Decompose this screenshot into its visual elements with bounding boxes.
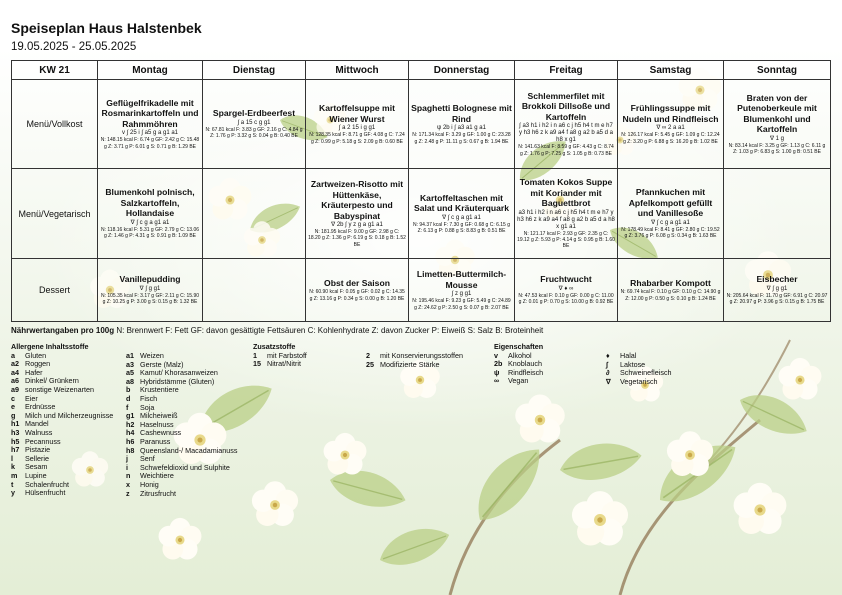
legend-code: a2 (11, 359, 19, 369)
legend-description: mit Farbstoff (267, 350, 307, 360)
legend-description: Honig (140, 479, 159, 489)
legend-description: Sesam (25, 462, 48, 472)
legend-description: Haselnuss (140, 419, 174, 429)
menu-row (12, 80, 831, 169)
menu-cell (98, 259, 203, 322)
day-header: Mittwoch (306, 61, 409, 80)
legend-description: Gluten (25, 350, 47, 360)
legend-code: g1 (126, 411, 135, 421)
legend-description: Paranuss (140, 436, 171, 446)
legend-code: i (126, 462, 128, 472)
legend-description: Queensland-/ Macadamianuss (140, 445, 238, 455)
legend-code: e (11, 402, 15, 412)
dish-name: Eisbecher (756, 274, 798, 285)
allergen-codes: ∇ ∫ c g a g1 a1 (130, 219, 170, 226)
legend-entry (606, 378, 726, 387)
legend-description: Pecannuss (25, 436, 61, 446)
menu-cell (306, 80, 409, 169)
properties-column-2 (606, 352, 726, 386)
nutrition-legend-label: Nährwertangaben pro 100g (11, 326, 115, 335)
nutrition-values: N: 118.16 kcal F: 5.31 g GF: 2.79 g C: 13.06 g Z: 1.46 g P: 4.31 g S: 0.91 g B: 1.09 BE (100, 226, 200, 240)
dish-name: Spaghetti Bolognese mit Rind (411, 103, 512, 124)
legend-code: h1 (11, 419, 20, 429)
day-header: Dienstag (203, 61, 306, 80)
legend-description: Nitrat/Nitrit (267, 359, 301, 369)
legend-code: a (11, 350, 15, 360)
legend-description: Gerste (Malz) (140, 359, 184, 369)
menu-cell (618, 169, 724, 259)
allergen-codes: ∫ z g g1 (451, 291, 472, 298)
dish-name: Geflügelfrikadelle mit Rosmarinkartoffeln und Rahmmöhren (101, 97, 199, 129)
legend-description: sonstige Weizenarten (25, 384, 94, 394)
legend-code: a9 (11, 384, 19, 394)
page-title: Speiseplan Haus Halstenbek (11, 20, 202, 36)
allergen-codes: ∫ a 15 c g g1 (237, 119, 271, 126)
legend-description: Weichtiere (140, 471, 174, 481)
legend-description: Schweinefleisch (620, 368, 672, 378)
menu-row (12, 169, 831, 259)
menu-cell (724, 80, 831, 169)
allergen-codes: ∇ 2b ∫ y z g a g1 a1 (331, 222, 383, 229)
menu-cell (409, 259, 515, 322)
allergens-column-1 (11, 343, 131, 498)
day-header: Sonntag (724, 61, 831, 80)
day-header: Freitag (515, 61, 618, 80)
menu-cell (724, 169, 831, 259)
legend-code: a3 (126, 359, 134, 369)
legend-description: Roggen (25, 359, 51, 369)
allergen-codes: ∇ ∫ c g a g1 a1 (651, 219, 690, 226)
legend-code: k (11, 462, 15, 472)
legend-description: Mandel (25, 419, 49, 429)
menu-cell (618, 259, 724, 322)
nutrition-values: N: 105.35 kcal F: 3.17 g GF: 2.11 g C: 15.90 g Z: 10.25 g P: 3.00 g S: 0.15 g B: 1.32 BE (100, 292, 200, 306)
legend-entry (494, 377, 604, 386)
legend-code: z (126, 488, 130, 498)
legend-code: x (126, 479, 130, 489)
legend-description: Laktose (620, 359, 646, 369)
legend-code: ∂ (606, 368, 610, 378)
legend-description: Alkohol (508, 350, 532, 360)
legend-code: h6 (126, 436, 135, 446)
day-header: Montag (98, 61, 203, 80)
menu-table-body (12, 80, 831, 322)
menu-cell (409, 169, 515, 259)
menu-cell (618, 80, 724, 169)
dish-name: Schlemmerfilet mit Brokkoli Dillsoße und Kartoffeln (521, 90, 611, 122)
legend-description: Halal (620, 351, 637, 360)
additives-column-1 (253, 343, 363, 369)
dish-name: Vanillepudding (119, 274, 181, 285)
legend-code: a1 (126, 351, 134, 360)
nutrition-legend (11, 326, 543, 335)
dish-name: Kartoffeltaschen mit Salat und Kräuterquark (413, 192, 510, 214)
legend-description: Kamut/ Khorasanweizen (140, 368, 218, 378)
legend-description: Sellerie (25, 453, 49, 463)
legend-description: Senf (140, 454, 155, 464)
legend-description: Krustentiere (140, 385, 179, 395)
menu-cell (409, 80, 515, 169)
legend-code: h2 (126, 419, 135, 429)
legend-code: d (126, 393, 131, 403)
legend-code: m (11, 470, 18, 480)
legend-description: Zitrusfrucht (140, 488, 176, 498)
nutrition-values: N: 60.90 kcal F: 0.05 g GF: 0.02 g C: 14.35 g Z: 13.16 g P: 0.34 g S: 0.00 g B: 1.20 BE (309, 289, 405, 302)
nutrition-values: N: 69.74 kcal F: 0.10 g GF: 0.10 g C: 14.90 g Z: 12.00 g P: 0.50 g S: 0.10 g B: 1.24 BE (620, 289, 721, 302)
dish-name: Braten von der Putenoberkeule mit Blumenkohl und Kartoffeln (737, 92, 817, 135)
legend-description: Hülsenfrucht (25, 488, 66, 498)
legend-entry (126, 490, 256, 499)
legend-code: a4 (11, 367, 19, 377)
menu-cell (515, 169, 618, 259)
legend-description: mit Konservierungsstoffen (380, 351, 463, 360)
legend-description: Lupine (25, 470, 47, 480)
properties-heading: Eigenschaften (494, 342, 544, 351)
nutrition-values: N: 148.15 kcal F: 6.74 g GF: 2.42 g C: 15.48 g Z: 3.71 g P: 6.01 g S: 0.71 g B: 1.29 BE (100, 137, 200, 150)
legend-code: 2 (366, 351, 370, 360)
legend-code: a5 (126, 368, 134, 378)
dish-name: Pfannkuchen mit Apfelkompott gefüllt und Vanillesoße (628, 187, 713, 219)
menu-cell (203, 80, 306, 169)
allergens-heading: Allergene Inhaltsstoffe (11, 342, 89, 351)
menu-cell (203, 169, 306, 259)
legend-description: Weizen (140, 351, 164, 360)
legend-code: ∫ (606, 359, 608, 369)
legend-code: h5 (11, 436, 20, 446)
dish-name: Rhabarber Kompott (630, 277, 711, 288)
allergen-codes: ψ 2b i ∫ a3 a1 g a1 (437, 125, 486, 132)
legend-description: Schalenfrucht (25, 479, 69, 489)
legend-code: v (494, 350, 498, 360)
dish-name: Zartweizen-Risotto mit Hüttenkäse, Kräuterpesto und Babyspinat (310, 179, 404, 221)
allergen-codes: ∇ ∫ g g1 (139, 285, 161, 292)
legend-description: Dinkel/ Grünkern (25, 376, 79, 386)
menu-cell (724, 259, 831, 322)
allergen-codes: ∇ ∞ 2 a a1 (656, 125, 685, 132)
nutrition-values: N: 47.53 kcal F: 0.10 g GF: 0.00 g C: 11.00 g Z: 0.01 g P: 0.70 g S: 10.00 g B: 0.92 BE (518, 292, 614, 306)
dish-name: Limetten-Buttermilch-Mousse (416, 269, 507, 290)
legend-description: Hafer (25, 367, 43, 377)
allergen-codes: v ∫ 25 i ∫ a5 g a g1 a1 (122, 130, 178, 137)
dish-name: Frühlingssuppe mit Nudeln und Rindfleisch (622, 103, 719, 124)
row-label: Dessert (12, 259, 98, 322)
dish-name: Tomaten Kokos Suppe mit Koriander mit Baguettbrot (519, 177, 613, 209)
legend-code: n (126, 471, 131, 481)
legend-code: 1 (253, 350, 257, 360)
legend-code: 15 (253, 359, 261, 369)
legend-description: Knoblauch (508, 359, 542, 369)
legend-code: b (126, 385, 131, 395)
nutrition-values: N: 141.63 kcal F: 8.59 g GF: 4.43 g C: 8.74 g Z: 1.76 g P: 7.25 g S: 1.05 g B: 0.73 BE (518, 144, 614, 157)
nutrition-values: N: 195.46 kcal F: 9.23 g GF: 5.49 g C: 24.89 g Z: 24.62 g P: 2.50 g S: 0.07 g B: 2.07 BE (412, 298, 511, 311)
legend-description: Modifizierte Stärke (380, 359, 440, 369)
nutrition-values: N: 128.35 kcal F: 8.71 g GF: 4.08 g C: 7.24 g Z: 0.99 g P: 5.18 g S: 2.09 g B: 0.60 BE (309, 132, 405, 145)
nutrition-legend-text: N: Brennwert F: Fett GF: davon gesättigte Fettsäuren C: Kohlenhydrate Z: davon Zucker P: Eiweiß S: Salz B: Broteinheit (116, 326, 544, 335)
day-header: Samstag (618, 61, 724, 80)
legend-code: f (126, 402, 129, 412)
legend-code: ∞ (494, 376, 500, 386)
properties-column-1 (494, 343, 604, 386)
allergen-codes: ∇ ∫ c g a g1 a1 (442, 214, 481, 221)
legend-code: t (11, 479, 14, 489)
dish-name: Kartoffelsuppe mit Wiener Wurst (319, 103, 395, 124)
table-header-row (12, 61, 831, 80)
legend-code: a8 (126, 376, 134, 386)
weekly-menu-table (11, 60, 831, 322)
legend-code: ψ (494, 367, 500, 377)
menu-cell (306, 169, 409, 259)
legend-description: Walnuss (25, 427, 53, 437)
legend-code: 2b (494, 359, 503, 369)
menu-cell (515, 259, 618, 322)
menu-cell (98, 169, 203, 259)
legend-code: 25 (366, 359, 374, 369)
dish-name: Fruchtwucht (540, 274, 592, 285)
menu-cell (306, 259, 409, 322)
legend-description: Pistazie (25, 445, 51, 455)
legend-description: Fisch (140, 393, 158, 403)
legend-code: a6 (11, 376, 19, 386)
menu-cell (98, 80, 203, 169)
nutrition-values: N: 205.64 kcal F: 11.70 g GF: 6.91 g C: 20.97 g Z: 20.97 g P: 3.96 g S: 0.15 g B: 1.75 BE (726, 292, 828, 306)
dish-name: Blumenkohl polnisch, Salzkartoffeln, Hollandaise (105, 187, 195, 219)
nutrition-values: N: 83.14 kcal F: 3.25 g GF: 1.13 g C: 6.11 g Z: 1.03 g P: 6.83 g S: 1.00 g B: 0.51 BE (728, 142, 826, 155)
legend-description: Schwefeldioxid und Sulphite (140, 462, 230, 472)
legend-description: Hybridstämme (Gluten) (140, 376, 215, 386)
nutrition-values: N: 121.17 kcal F: 2.93 g GF: 2.35 g C: 19.12 g Z: 5.93 g P: 4.14 g S: 0.95 g B: 1.60 BE (517, 230, 615, 250)
date-range: 19.05.2025 - 25.05.2025 (11, 41, 137, 53)
day-header: Donnerstag (409, 61, 515, 80)
legend-code: h7 (11, 445, 20, 455)
legend-entry (11, 489, 131, 498)
row-label: Menü/Vegetarisch (12, 169, 98, 259)
legend-description: Milcheiweiß (140, 411, 178, 421)
menu-row (12, 259, 831, 322)
legend-code: j (126, 454, 128, 464)
row-label: Menü/Vollkost (12, 80, 98, 169)
legend-code: y (11, 488, 15, 498)
legend-description: Erdnüsse (25, 402, 56, 412)
nutrition-values: N: 94.37 kcal F: 7.30 g GF: 0.68 g C: 6.15 g Z: 6.13 g P: 0.88 g S: 8.83 g B: 0.51 BE (413, 221, 510, 234)
allergens-column-2 (126, 352, 256, 498)
legend-code: l (11, 453, 13, 463)
allergen-codes: ∇ ∫ g g1 (766, 285, 788, 292)
legend-description: Soja (140, 402, 155, 412)
legend-description: Eier (25, 393, 38, 403)
legend-entry (366, 361, 496, 370)
legend-description: Cashewnuss (140, 428, 182, 438)
additives-heading: Zusatzstoffe (253, 342, 296, 351)
legend-description: Vegetarisch (620, 376, 658, 386)
legend-code: h8 (126, 445, 135, 455)
allergen-codes: ∇ 1 g (769, 135, 785, 142)
legend-code: h4 (126, 428, 135, 438)
legend-description: Rindfleisch (508, 367, 544, 377)
nutrition-values: N: 181.95 kcal F: 9.00 g GF: 2.98 g C: 18.20 g Z: 1.36 g P: 6.19 g S: 0.18 g B: 1.52 BE (308, 229, 406, 248)
menu-cell (203, 259, 306, 322)
allergen-codes: ∫ a 2 15 i g g1 (338, 125, 376, 132)
additives-column-2 (366, 352, 496, 369)
legend-code: c (11, 393, 15, 403)
legend-code: ∇ (606, 376, 611, 386)
dish-name: Spargel-Erdbeerfest (212, 108, 296, 119)
nutrition-values: N: 126.17 kcal F: 5.45 g GF: 1.09 g C: 12.24 g Z: 3.20 g P: 6.88 g S: 16.20 g B: 1.02 BE (621, 132, 720, 145)
allergen-codes: ∫ a3 h1 i h2 i n a6 c j h5 h4 t m e h7 y h3 h6 z k a9 a4 f a8 g a2 b a5 d a h8 x g1 (518, 123, 614, 144)
legend-code: h3 (11, 427, 20, 437)
legend-description: Milch und Milcherzeugnisse (25, 410, 114, 420)
dish-name: Obst der Saison (324, 277, 390, 288)
nutrition-values: N: 171.34 kcal F: 3.29 g GF: 1.00 g C: 23.28 g Z: 2.48 g P: 11.11 g S: 0.67 g B: 1.94 BE (412, 132, 511, 145)
legend-code: g (11, 410, 16, 420)
legend-code: ♦ (606, 351, 610, 360)
nutrition-values: N: 178.49 kcal F: 8.41 g GF: 2.80 g C: 19.52 g Z: 3.76 g P: 6.08 g S: 0.34 g B: 1.63 BE (621, 226, 720, 240)
menu-cell (515, 80, 618, 169)
legend-entry (253, 360, 363, 369)
allergen-codes: ∇ ♦ ∞ (558, 285, 574, 292)
nutrition-values: N: 67.81 kcal F: 3.83 g GF: 2.16 g C: 4.84 g Z: 1.76 g P: 3.32 g S: 0.04 g B: 0.40 BE (205, 126, 303, 140)
legend-description: Vegan (508, 376, 529, 386)
week-label: KW 21 (12, 61, 98, 80)
allergen-codes: a3 h1 i h2 i n a6 c j h5 h4 t m e h7 y h3 h6 z k a9 a4 f a8 g a2 b a5 d a h8 x g1 a1 (517, 209, 615, 230)
